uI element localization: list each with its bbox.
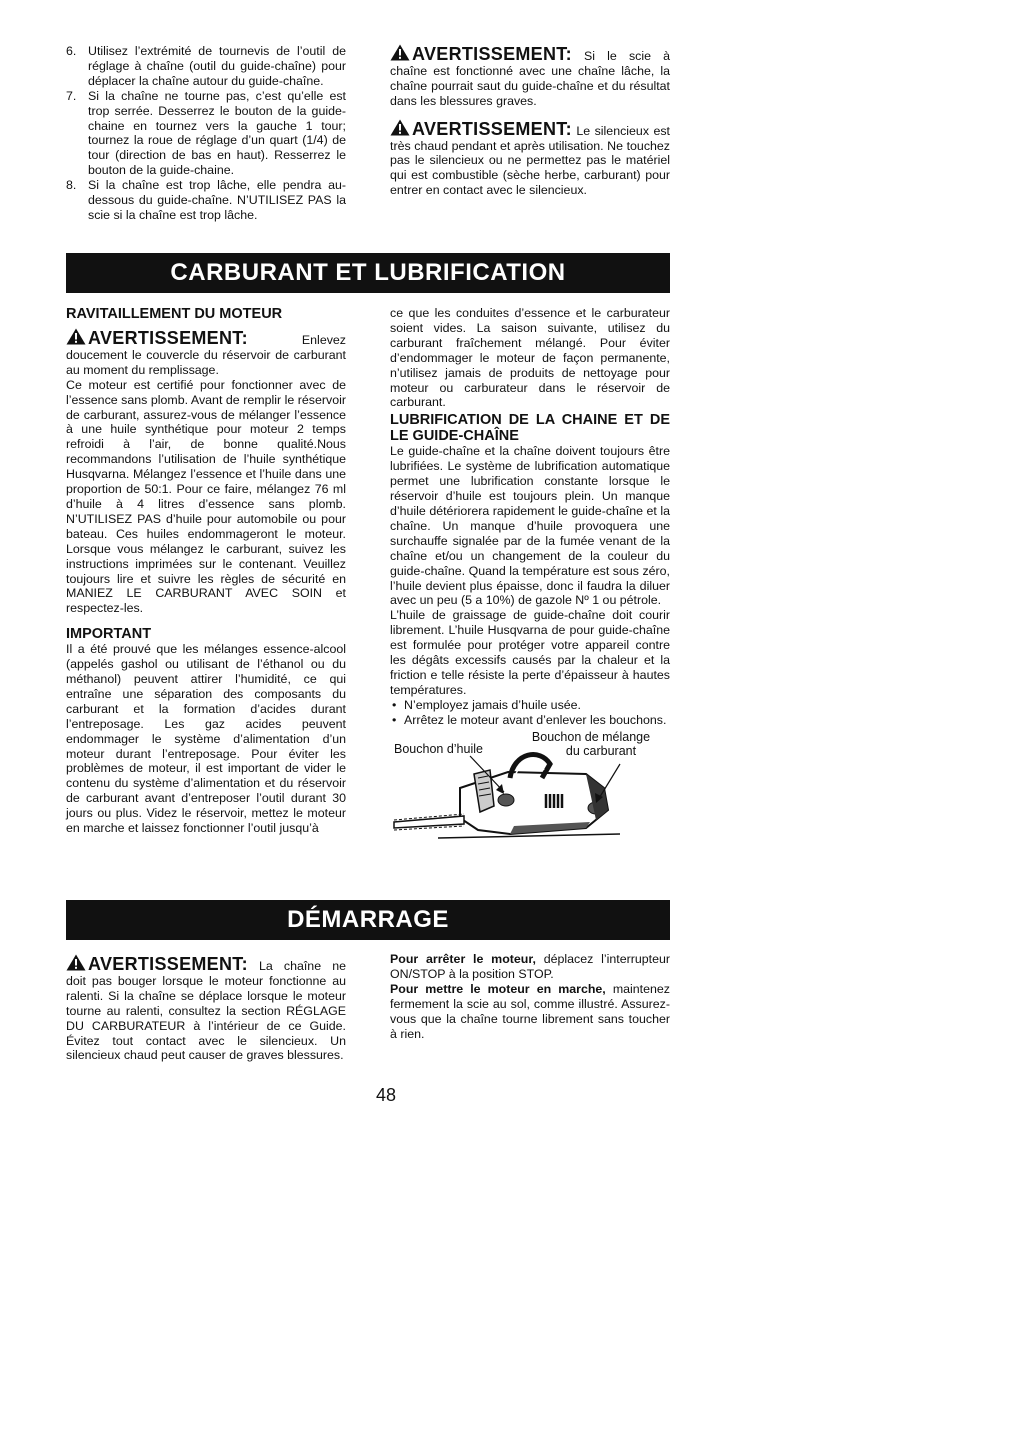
warning-text: Si le scie à chaîne est fonctionné avec une chaîne lâche, la chaîne pourrait saut du guide-chaîne et du résultat dans les blessures graves. [390, 49, 670, 108]
step-number: 8. [66, 178, 77, 193]
start-lead: Pour mettre le moteur en marche, [390, 981, 606, 996]
step-item [66, 44, 346, 89]
list-item: • Arrêtez le moteur avant d’enlever les bouchons. [392, 712, 667, 727]
step-item [66, 89, 346, 178]
chainsaw-caps-figure [390, 730, 662, 842]
step-number: 7. [66, 88, 77, 103]
step-text: Utilisez l’extrémité de tournevis de l’outil de réglage à chaîne (outil du guide-chaîne) pour déplacer la chaîne autour du guide-chaîne. [88, 44, 346, 88]
start-instruction [390, 982, 670, 1042]
starting-left-column [66, 954, 346, 1063]
warning-text: Le silencieux est très chaud pendant et après utilisation. Ne touchez pas le silencieux ou ne permettez pas le matériel qui est combustible (sèche herbe, carburant) pour entrer en contact avec le silencieux. [390, 123, 670, 198]
stop-lead: Pour arrêter le moteur, [390, 952, 536, 966]
warning-title: AVERTISSEMENT: [88, 954, 248, 974]
list-item: • N’employez jamais d’huile usée. [392, 697, 581, 712]
fuel-cap-label-line1: Bouchon de mélange [531, 729, 651, 744]
paragraph: Ce moteur est certifié pour fonctionner avec de l’essence sans plomb. Avant de remplir le réservoir de carburant, assurez-vous de mélanger l’essence à une huile synthétique pour moteur 2 temps refroidi à l’air, de bonne qualité.Nous recommandons l’utilisation de l’huile synthétique Husqvarna. Mélangez l’essence et l’huile dans une proportion de 50:1. Pour ce faire, mélangez 76 ml d’huile à 4 litres d’essence sans plomb. N’UTILISEZ PAS d’huile pour automobile ou pour bateau. Ces huiles endommageront le moteur. Lorsque vous mélangez le carburant, suivez les instructions imprimées sur le contenant. Veuillez toujours lire et suivre les règles de sécurité en MANIEZ LE CARBURANT AVEC SOIN et respectez-les. [66, 377, 346, 616]
oil-cap-label: Bouchon d’huile [394, 741, 483, 756]
list-item-text: N’employez jamais d’huile usée. [404, 697, 581, 712]
fuel-cap-label-line2: du carburant [565, 743, 637, 758]
section-heading: RAVITAILLEMENT DU MOTEUR [66, 306, 283, 322]
paragraph: Il a été prouvé que les mélanges essence-alcool (appelés gashol ou utilisant de l’éthanol ou du méthanol) peuvent attirer l’humidité, ce qui entraîne une séparation des composants du carburant et la formation d’acides durant l’entreposage. Les gaz acides peuvent endommager le système d’alimentation d’un moteur durant l’entreposage. Pour éviter les problèmes de moteur, il est important de vider le contenu du système d’alimentation et du réservoir de carburant avant d’entreposer l’outil durant 30 jours ou plus. Videz le réservoir, mettez le moteur en marche et laissez fonctionner l’outil jusqu’à [66, 642, 346, 836]
stop-instruction [390, 952, 670, 982]
warning-muffler [390, 119, 670, 199]
stop-text: déplacez l’interrupteur ON/STOP à la position STOP. [390, 952, 670, 981]
important-heading: IMPORTANT [66, 626, 152, 643]
steps-list [66, 44, 346, 223]
warning-title: AVERTISSEMENT: [412, 118, 572, 139]
warning-text: Enlevez doucement le couvercle du réservoir de carburant au moment du remplissage. [66, 333, 346, 377]
fuel-left-column [66, 306, 346, 836]
warning-loose-chain [390, 44, 670, 109]
paragraph: L’huile de graissage de guide-chaîne doit courir librement. L’huile Husqvarna de pour guide-chaîne est formulée pour protéger votre appareil contre les dégâts excessifs causés par la chaleur et la friction e telle résiste la perte d’épaisseur à hautes températures. [390, 608, 670, 697]
bullet-list [390, 698, 670, 728]
page-number: 48 [375, 1085, 397, 1105]
top-right-column [390, 44, 670, 198]
paragraph: Le guide-chaîne et la chaîne doivent toujours être lubrifiées. Le système de lubrification automatique permet une lubrification constante lorsque le réservoir d’huile est toujours plein. Un manque d’huile détériorera rapidement le guide-chaîne et la chaîne. Un manque d’huile provoquera une surchauffe signalée par de la fumée venant de la chaîne et/ou un changement de la couleur du guide-chaîne. Quand la température est sous zéro, l’huile devient plus épaisse, donc il faudra la diluer avec un peu (5 a 10%) de gazole Nº 1 ou pétrole. [390, 444, 670, 608]
warning-fuel-cap [66, 328, 346, 378]
section-heading: LUBRIFICATION DE LA CHAINE ET DE LE GUIDE-CHAÎNE [390, 412, 670, 445]
step-text: Si la chaîne est trop lâche, elle pendra au-dessous du guide-chaîne. N’UTILISEZ PAS la scie si la chaîne est trop lâche. [88, 178, 346, 222]
warning-icon [390, 119, 410, 136]
warning-title: AVERTISSEMENT: [412, 44, 572, 64]
section-banner-starting: DÉMARRAGE [66, 900, 670, 940]
list-item-text: Arrêtez le moteur avant d’enlever les bouchons. [404, 712, 667, 727]
fuel-right-column [390, 306, 670, 842]
section-banner-fuel: CARBURANT ET LUBRIFICATION [66, 253, 670, 293]
step-item [66, 178, 346, 223]
start-text: maintenez fermement la scie au sol, comme illustré. Assurez-vous que la chaîne tourne librement sans toucher à rien. [390, 981, 670, 1041]
warning-text: La chaîne ne doit pas bouger lorsque le moteur fonctionne au ralenti. Si la chaîne se déplace lorsque le moteur tourne au ralenti, consultez la section RÉGLAGE DU CARBURATEUR à l’intérieur de ce Guide. Évitez tout contact avec le silencieux. Un silencieux chaud peut causer de graves blessures. [66, 959, 346, 1063]
warning-chain-idle [66, 954, 346, 1063]
step-number: 6. [66, 44, 77, 58]
top-left-column [66, 44, 346, 223]
warning-title: AVERTISSEMENT: [88, 328, 248, 348]
starting-right-column [390, 952, 670, 1041]
step-text: Si la chaîne ne tourne pas, c’est qu’elle est trop serrée. Desserrez le bouton de la guide-chaine en tournez vers la gauche 1 tour; tournez la roue de réglage d’un quart (1/4) de tour (direction de bas en haut). Resserrez le bouton de la guide-chaine. [88, 88, 346, 178]
warning-icon [390, 44, 410, 61]
warning-icon [66, 954, 86, 971]
paragraph: ce que les conduites d’essence et le carburateur soient vides. La saison suivante, utilisez du carburant fraîchement mélangé. Pour éviter d’endommager le moteur de façon permanente, n’utilisez jamais de produits de nettoyage pour moteur ou carburateur dans le réservoir de carburant. [390, 306, 670, 410]
warning-icon [66, 328, 86, 345]
